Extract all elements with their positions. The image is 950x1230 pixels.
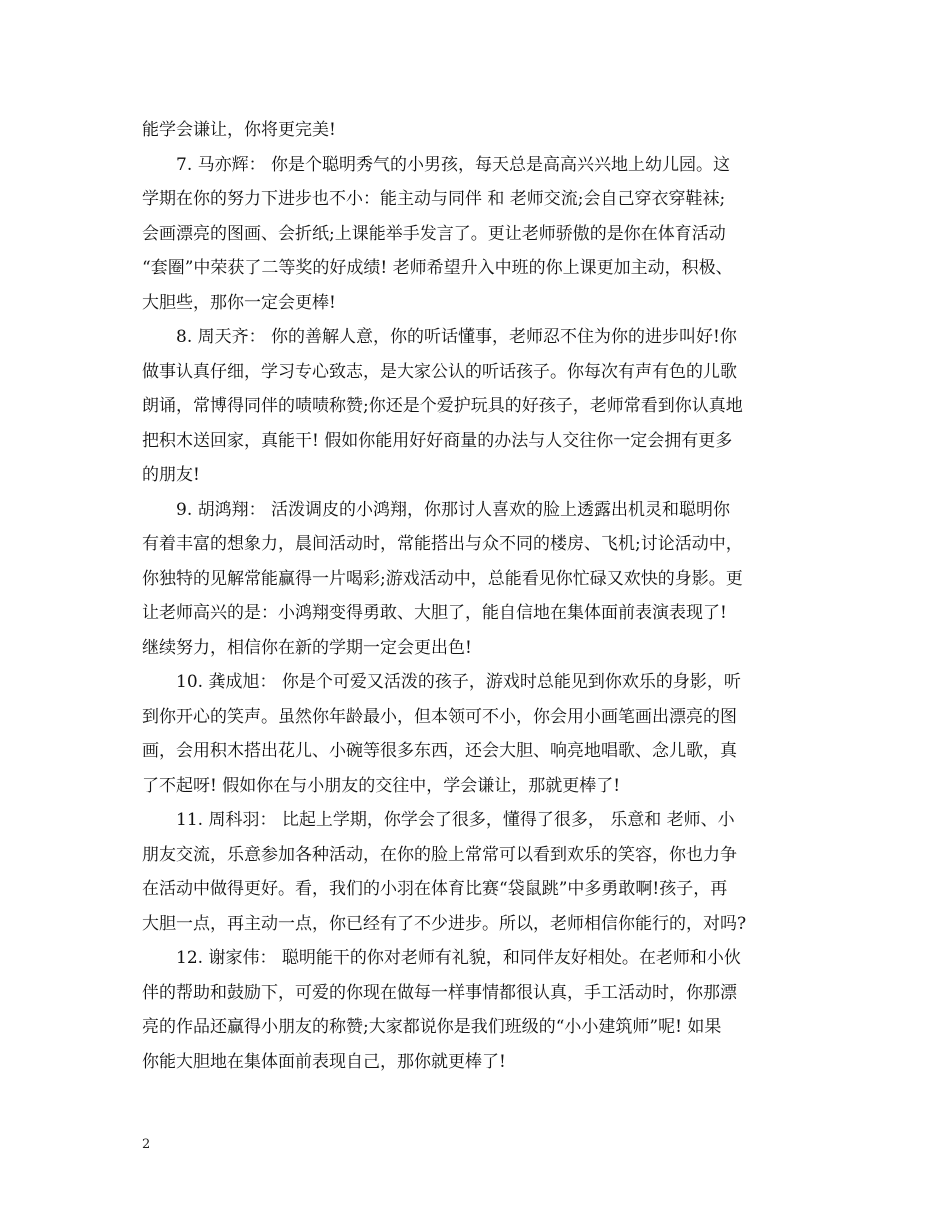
text-line: 9. 胡鸿翔： 活泼调皮的小鸿翔，你那讨人喜欢的脸上透露出机灵和聪明你 — [176, 499, 731, 520]
text-line: 继续努力，相信你在新的学期一定会更出色! — [142, 637, 472, 658]
text-line: 的朋友! — [142, 465, 200, 485]
text-line: 伴的帮助和鼓励下，可爱的你现在做每一样事情都很认真，手工活动时，你那漂 — [142, 982, 737, 1003]
text-line: 12. 谢家伟： 聪明能干的你对老师有礼貌，和同伴友好相处。在老师和小伙 — [176, 948, 741, 968]
paragraph-comment-8 — [142, 320, 818, 493]
paragraph-comment-7 — [142, 148, 818, 321]
text-line: 了不起呀! 假如你在与小朋友的交往中，学会谦让，那就更棒了! — [142, 775, 621, 796]
text-line: “套圈”中荣获了二等奖的好成绩! 老师希望升入中班的你上课更加主动，积极、 — [142, 258, 733, 278]
text-line: 学期在你的努力下进步也不小：能主动与同伴 和 老师交流;会自己穿衣穿鞋袜; — [142, 189, 726, 209]
text-line: 你能大胆地在集体面前表现自己，那你就更棒了! — [142, 1051, 506, 1072]
paragraph-comment-11 — [142, 803, 818, 941]
text-line: 10. 龚成旭： 你是个可爱又活泼的孩子，游戏时总能见到你欢乐的身影，听 — [176, 672, 741, 692]
text-line: 11. 周科羽： 比起上学期，你学会了很多，懂得了很多， 乐意和 老师、小 — [176, 810, 735, 830]
text-line: 你独特的见解常能赢得一片喝彩;游戏活动中，总能看见你忙碌又欢快的身影。更 — [142, 568, 743, 589]
paragraph-comment-12 — [142, 941, 818, 1079]
text-line: 亮的作品还赢得小朋友的称赞;大家都说你是我们班级的“小小建筑师”呢! 如果 — [142, 1017, 722, 1037]
document-body — [142, 113, 818, 1079]
paragraph-comment-10 — [142, 665, 818, 803]
text-line: 在活动中做得更好。看，我们的小羽在体育比赛“袋鼠跳”中多勇敢啊!孩子，再 — [142, 879, 728, 899]
text-line: 7. 马亦辉： 你是个聪明秀气的小男孩，每天总是高高兴兴地上幼儿园。这 — [176, 154, 731, 175]
text-line: 大胆些，那你一定会更棒! — [142, 292, 336, 313]
page-number: 2 — [142, 1137, 151, 1152]
text-line: 朗诵，常博得同伴的啧啧称赞;你还是个爱护玩具的好孩子，老师常看到你认真地 — [142, 396, 743, 416]
text-line: 朋友交流，乐意参加各种活动，在你的脸上常常可以看到欢乐的笑容，你也力争 — [142, 844, 737, 865]
text-line: 把积木送回家，真能干! 假如你能用好好商量的办法与人交往你一定会拥有更多 — [142, 430, 733, 451]
text-line: 能学会谦让，你将更完美! — [142, 120, 336, 140]
text-line: 画，会用积木搭出花儿、小碗等很多东西，还会大胆、响亮地唱歌、念儿歌，真 — [142, 741, 737, 761]
text-line: 让老师高兴的是：小鸿翔变得勇敢、大胆了，能自信地在集体面前表演表现了! — [142, 603, 727, 623]
text-line: 到你开心的笑声。虽然你年龄最小，但本领可不小，你会用小画笔画出漂亮的图 — [142, 706, 737, 727]
text-line: 8. 周天齐： 你的善解人意，你的听话懂事，老师忍不住为你的进步叫好!你 — [176, 327, 737, 347]
text-line: 大胆一点，再主动一点，你已经有了不少进步。所以，老师相信你能行的，对吗? — [142, 913, 747, 934]
text-line: 有着丰富的想象力，晨间活动时，常能搭出与众不同的楼房、飞机;讨论活动中， — [142, 534, 743, 554]
text-line: 会画漂亮的图画、会折纸;上课能举手发言了。更让老师骄傲的是你在体育活动 — [142, 223, 726, 244]
paragraph — [142, 113, 818, 148]
text-line: 做事认真仔细，学习专心致志，是大家公认的听话孩子。你每次有声有色的儿歌 — [142, 361, 737, 382]
paragraph-comment-9 — [142, 493, 818, 666]
